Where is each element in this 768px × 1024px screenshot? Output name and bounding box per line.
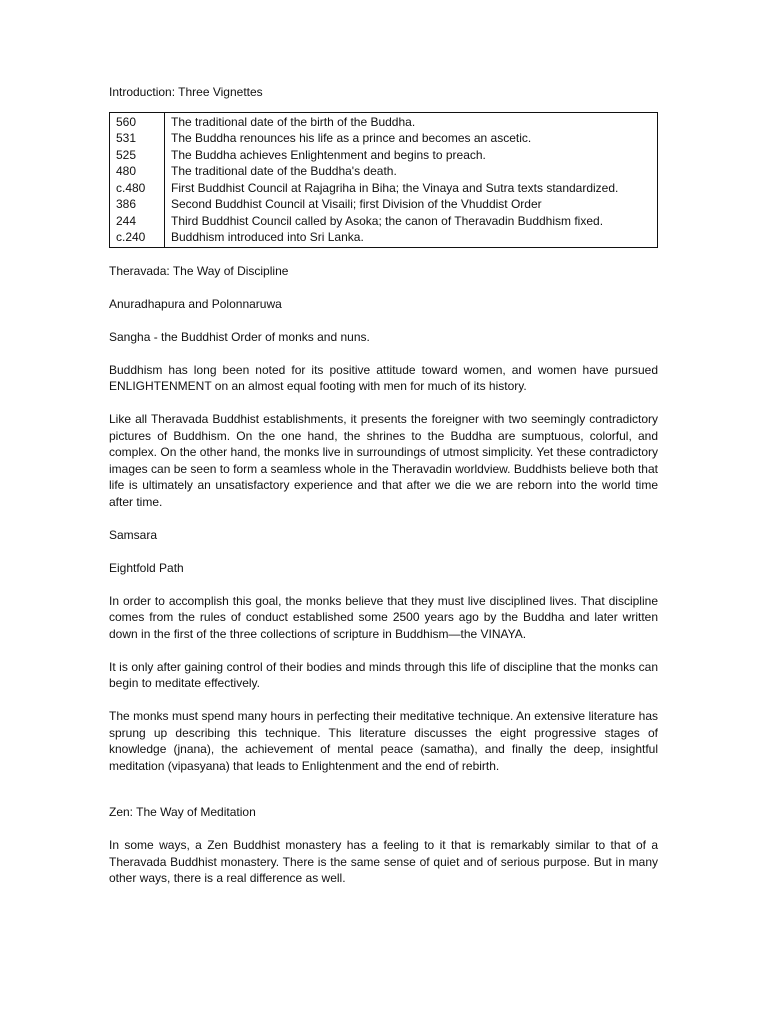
- section-heading-sangha: Sangha - the Buddhist Order of monks and nuns.: [109, 329, 370, 344]
- timeline-event: Buddhism introduced into Sri Lanka.: [171, 230, 364, 244]
- paragraph-discipline: In order to accomplish this goal, the monks believe that they must live disciplined lives. That discipline comes from the rules of conduct established some 2500 years ago by the Buddha and later written down in the first of the three collections of scripture in Buddhism—the VINAYA.: [109, 593, 658, 641]
- timeline-date: 244: [110, 213, 165, 230]
- section-heading-theravada: Theravada: The Way of Discipline: [109, 263, 289, 278]
- paragraph-meditative-technique: The monks must spend many hours in perfecting their meditative technique. An extensive literature has sprung up describing this technique. This literature discusses the eight progressive stages of knowledge (jnana), the achievement of mental peace (samatha), and finally the deep, insightful meditation (vipasyana) that leads to Enlightenment and the end of rebirth.: [109, 709, 658, 773]
- timeline-row: [110, 147, 658, 164]
- timeline-date: 525: [110, 147, 165, 164]
- timeline-date: 560: [110, 112, 165, 130]
- timeline-date: c.480: [110, 180, 165, 197]
- section-heading-eightfold-path: Eightfold Path: [109, 560, 184, 575]
- section-heading-zen: Zen: The Way of Meditation: [109, 805, 256, 819]
- timeline-event: The Buddha renounces his life as a prince and becomes an ascetic.: [171, 131, 532, 145]
- timeline-date: 531: [110, 130, 165, 147]
- paragraph-zen-monastery: In some ways, a Zen Buddhist monastery has a feeling to it that is remarkably similar to that of a Theravada Buddhist monastery. There is the same sense of quiet and of serious purpose. But in many other ways, there is a real difference as well.: [109, 838, 658, 885]
- timeline-event: The traditional date of the Buddha's death.: [171, 164, 397, 178]
- timeline-date: c.240: [110, 229, 165, 247]
- timeline-event: First Buddhist Council at Rajagriha in Biha; the Vinaya and Sutra texts standardized.: [171, 180, 619, 195]
- timeline-event: The traditional date of the birth of the Buddha.: [171, 114, 416, 129]
- timeline-row: [110, 112, 658, 130]
- section-heading-anuradhapura: Anuradhapura and Polonnaruwa: [109, 296, 282, 311]
- timeline-row: [110, 163, 658, 180]
- timeline-date: 480: [110, 163, 165, 180]
- timeline-date: 386: [110, 196, 165, 213]
- timeline-row: [110, 196, 658, 213]
- paragraph-control: It is only after gaining control of their bodies and minds through this life of discipline that the monks can begin to meditate effectively.: [109, 659, 658, 690]
- timeline-table: [109, 112, 658, 248]
- timeline-row: [110, 213, 658, 230]
- timeline-row: [110, 229, 658, 247]
- paragraph-women: Buddhism has long been noted for its positive attitude toward women, and women have pursued ENLIGHTENMENT on an almost equal footing with men for much of its history.: [109, 362, 658, 393]
- timeline-event: Third Buddhist Council called by Asoka; the canon of Theravadin Buddhism fixed.: [171, 213, 604, 228]
- paragraph-contradictory-pictures: Like all Theravada Buddhist establishments, it presents the foreigner with two seemingly contradictory pictures of Buddhism. On the one hand, the shrines to the Buddha are sumptuous, colorful, and complex. On the other hand, the monks live in surroundings of utmost simplicity. Yet these contradictory images can be seen to form a seamless whole in the Theravadin worldview. Buddhists believe both that life is ultimately an unsatisfactory experience and that after we die we are reborn into the world time after time.: [109, 412, 658, 509]
- document-title: Introduction: Three Vignettes: [109, 85, 263, 99]
- timeline-event: Second Buddhist Council at Visaili; first Division of the Vhuddist Order: [171, 197, 542, 211]
- document-page: [109, 84, 658, 903]
- section-heading-samsara: Samsara: [109, 527, 158, 542]
- timeline-row: [110, 130, 658, 147]
- timeline-row: [110, 180, 658, 197]
- timeline-event: The Buddha achieves Enlightenment and begins to preach.: [171, 147, 486, 162]
